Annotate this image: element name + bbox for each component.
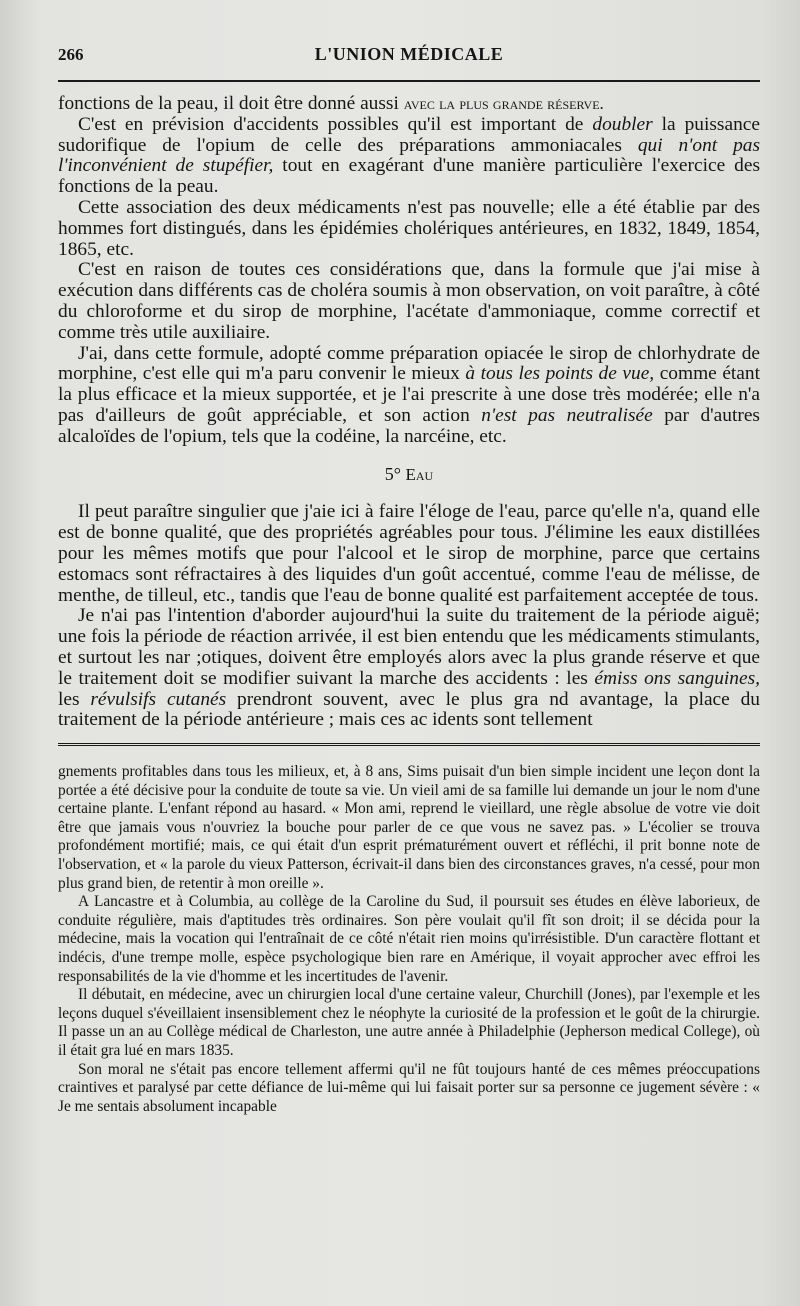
footnote-paragraph: Il débutait, en médecine, avec un chirurgien local d'une certaine valeur, Churchill (Jones), par l'exemple et les leçons duquel s'éveillaient insensiblement chez le néophyte la curiosité de la profession et le goût de la chirurgie. Il passe un an au Collège médical de Charleston, une autre année à Philadelphie (Jepherson medical College), où il était gra lué en mars 1835.	[58, 986, 760, 1060]
footnote-paragraph: A Lancastre et à Columbia, au collège de la Caroline du Sud, il poursuit ses études en élève laborieux, de conduite régulière, mais d'aptitudes très ordinaires. Son père voulait qu'il fît son droit; il se décida pour la médecine, mais la vocation qui l'entraînait de ce côté n'était rien moins qu'irrésistible. D'un caractère flottant et indécis, d'une trempe molle, espèce psychologique bien rare en Amérique, il voyait approcher avec effroi les responsabilités de la vie d'homme et les incertitudes de l'avenir.	[58, 893, 760, 985]
italic-text: n'est pas neutralisée	[481, 404, 653, 426]
journal-title: L'UNION MÉDICALE	[314, 44, 504, 64]
header-rule	[58, 80, 760, 82]
text-run: prendront souvent, avec le plus gra nd avantage, la place du traitement de la période antérieure ; mais ces ac idents sont tellement	[58, 688, 761, 731]
paragraph	[58, 115, 760, 198]
text-run: C'est en prévision d'accidents possibles qu'il est important de	[78, 113, 593, 135]
main-text	[58, 94, 760, 731]
section-number: 5°	[384, 463, 406, 484]
footnote-paragraph: gnements profitables dans tous les milieux, et, à 8 ans, Sims puisait d'un bien simple incident une leçon dont la portée a été décisive pour la conduite de toute sa vie. Un vieil ami de sa famille lui demande un jour le nom d'une certaine plante. L'enfant répond au hasard. « Mon ami, reprend le vieillard, une règle absolue de votre vie doit être que jamais vous n'ouvriez la bouche pour parler de ce que vous ne savez pas. » L'écolier se trouva profondément mortifié; mais, ce qui était d'un esprit prématurément ouvert et réfléchi, il prit bonne note de l'observation, et « la parole du vieux Patterson, écrivait-il dans bien des circonstances graves, n'a cessé, pour mon plus grand bien, de retentir à mon oreille ».	[58, 763, 760, 892]
footnote-rule	[58, 743, 760, 749]
paragraph: Cette association des deux médicaments n'est pas nouvelle; elle a été établie par des hommes fort distingués, dans les épidémies cholériques antérieures, en 1832, 1849, 1854, 1865, etc.	[58, 196, 760, 260]
paragraph: Il peut paraître singulier que j'aie ici à faire l'éloge de l'eau, parce qu'elle n'a, quand elle est de bonne qualité, que des propriétés agréables pour tous. J'élimine les eaux distillées pour les mêmes motifs que pour l'alcool et le sirop de morphine, parce que certains estomacs sont réfractaires à des liquides d'un goût accentué, comme l'eau de mélisse, de menthe, de tilleul, etc., tandis que l'eau de bonne qualité est parfaitement acceptée de tous.	[58, 501, 760, 606]
text-run: comme étant la plus efficace et la mieux supportée, et je l'ai prescrite à une dose très modérée; elle n'a pas d'ailleurs de goût appréciable, et son action	[58, 363, 761, 426]
text-run: fonctions de la peau, il doit être donné aussi	[58, 93, 404, 114]
page-number: 266	[58, 45, 84, 64]
paragraph	[58, 606, 760, 731]
italic-text: doubler	[592, 113, 653, 135]
text-run: J'ai, dans cette formule, adopté comme préparation opiacée le sirop de chlorhydrate de morphine, c'est elle qui m'a paru convenir le mieux	[58, 342, 760, 385]
italic-text: qui n'ont pas l'inconvénient de stupéfier,	[58, 134, 761, 177]
paragraph	[58, 94, 760, 115]
small-caps-text: avec la plus grande réserve.	[403, 94, 604, 113]
text-run: par d'autres alcaloïdes de l'opium, tels que la codéine, la narcéine, etc.	[58, 404, 760, 447]
footnotes	[58, 763, 760, 1116]
italic-text: émiss ons sanguines,	[594, 667, 760, 689]
italic-text: à tous les points de vue,	[465, 363, 655, 385]
section-title: Eau	[405, 464, 434, 484]
paragraph	[58, 344, 760, 448]
paragraph: C'est en raison de toutes ces considérations que, dans la formule que j'ai mise à exécution dans différents cas de choléra soumis à mon observation, on voit paraître, à côté du chloroforme et du sirop de morphine, l'acétate d'ammoniaque, comme correctif et comme très utile auxiliaire.	[58, 259, 760, 343]
text-run: Je n'ai pas l'intention d'aborder aujourd'hui la suite du traitement de la période aiguë; une fois la période de réaction arrivée, il est bien entendu que les médicaments stimulants, et surtout les nar ;otiques, doivent être employés alors avec la plus grande réserve et que le traitement doit se modifier suivant la marche des accidents : les	[58, 605, 760, 689]
text-run: tout en exagérant d'une manière particulière l'exercice des fonctions de la peau.	[58, 155, 760, 198]
running-header	[58, 44, 760, 74]
section-heading	[58, 464, 760, 486]
text-run: les	[58, 688, 91, 710]
footnote-paragraph: Son moral ne s'était pas encore tellement affermi qu'il ne fût toujours hanté de ces mêmes préoccupations craintives et paralysé par cette défiance de lui-même qui lui faisait porter sur sa personne ce jugement sévère : « Je me sentais absolument incapable	[58, 1060, 760, 1115]
text-run: la puissance sudorifique de l'opium de celle des préparations ammoniacales	[58, 113, 760, 156]
italic-text: révulsifs cutanés	[90, 688, 227, 710]
